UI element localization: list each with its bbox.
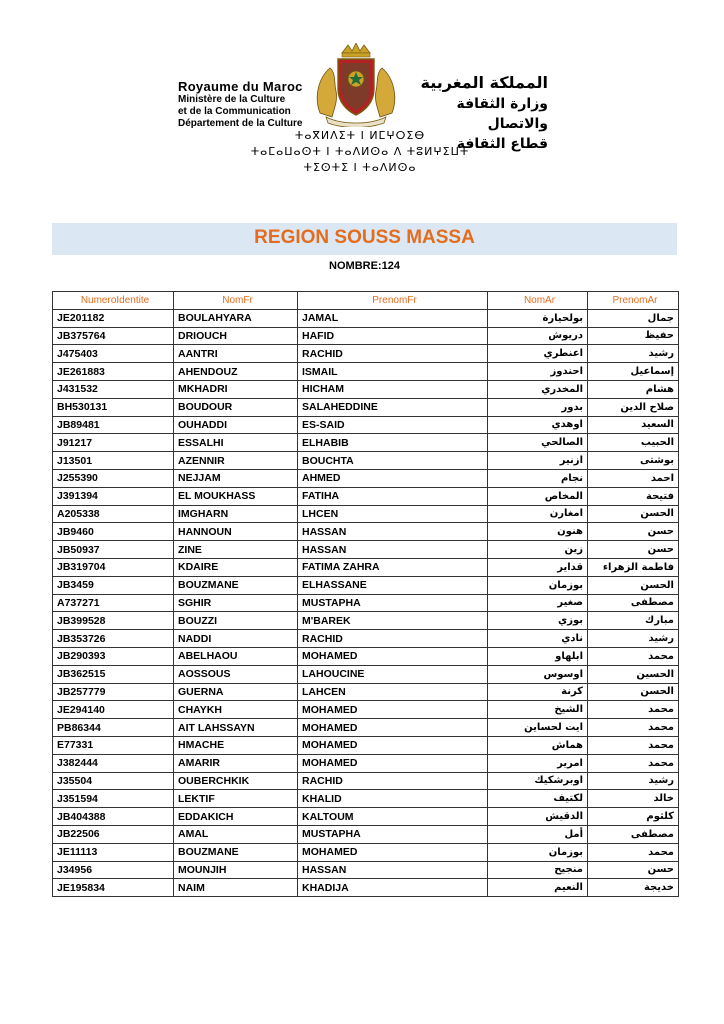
cell-prenom-fr: LAHOUCINE (298, 665, 488, 683)
cell-nom-ar: قداير (488, 558, 588, 576)
table-row (53, 683, 679, 701)
region-title-banner (52, 223, 677, 255)
cell-nom-fr: BOULAHYARA (174, 309, 298, 327)
column-header-prenomfr: PrenomFr (298, 292, 488, 310)
cell-prenom-fr: KHALID (298, 790, 488, 808)
cell-prenom-fr: HAFID (298, 327, 488, 345)
table-row (53, 469, 679, 487)
cell-id: JB257779 (53, 683, 174, 701)
cell-prenom-ar: محمد (588, 647, 679, 665)
cell-nom-ar: نادي (488, 630, 588, 648)
cell-prenom-ar: محمد (588, 754, 679, 772)
cell-id: JB9460 (53, 523, 174, 541)
cell-prenom-fr: MOHAMED (298, 843, 488, 861)
cell-nom-ar: هنون (488, 523, 588, 541)
cell-prenom-fr: ELHABIB (298, 434, 488, 452)
cell-nom-fr: AMARIR (174, 754, 298, 772)
cell-prenom-fr: ELHASSANE (298, 576, 488, 594)
cell-nom-ar: ازنير (488, 452, 588, 470)
cell-prenom-fr: MOHAMED (298, 647, 488, 665)
cell-prenom-ar: مصطفى (588, 594, 679, 612)
cell-id: JB353726 (53, 630, 174, 648)
cell-nom-fr: EDDAKICH (174, 808, 298, 826)
cell-prenom-ar: الحسن (588, 505, 679, 523)
cell-nom-ar: اوهدي (488, 416, 588, 434)
cell-nom-ar: اوسوس (488, 665, 588, 683)
cell-nom-ar: امغارن (488, 505, 588, 523)
table-row (53, 541, 679, 559)
cell-id: JB89481 (53, 416, 174, 434)
table-row (53, 808, 679, 826)
cell-id: JB3459 (53, 576, 174, 594)
table-row (53, 701, 679, 719)
cell-id: JE261883 (53, 363, 174, 381)
table-row (53, 736, 679, 754)
table-row (53, 487, 679, 505)
cell-id: JE195834 (53, 879, 174, 897)
cell-prenom-fr: HASSAN (298, 861, 488, 879)
cell-prenom-ar: خديجة (588, 879, 679, 897)
cell-nom-ar: هماش (488, 736, 588, 754)
cell-prenom-fr: ISMAIL (298, 363, 488, 381)
table-row (53, 327, 679, 345)
cell-prenom-fr: RACHID (298, 772, 488, 790)
fr-line-2: Ministère de la Culture (178, 94, 286, 105)
cell-nom-ar: الدقيش (488, 808, 588, 826)
cell-prenom-fr: MOHAMED (298, 701, 488, 719)
table-row (53, 647, 679, 665)
cell-prenom-ar: الحسن (588, 576, 679, 594)
cell-nom-ar: اوبرشكيك (488, 772, 588, 790)
record-count: NOMBRE:124 (329, 260, 400, 272)
table-row (53, 434, 679, 452)
cell-prenom-fr: HICHAM (298, 380, 488, 398)
table-row (53, 879, 679, 897)
cell-nom-fr: NADDI (174, 630, 298, 648)
cell-nom-fr: BOUZMANE (174, 843, 298, 861)
french-ministry-name (178, 79, 318, 130)
column-header-prenomar: PrenomAr (588, 292, 679, 310)
cell-id: JB375764 (53, 327, 174, 345)
cell-id: JE201182 (53, 309, 174, 327)
cell-nom-ar: المخاص (488, 487, 588, 505)
cell-prenom-fr: RACHID (298, 345, 488, 363)
cell-id: E77331 (53, 736, 174, 754)
cell-id: A737271 (53, 594, 174, 612)
cell-nom-fr: GUERNA (174, 683, 298, 701)
cell-id: J255390 (53, 469, 174, 487)
cell-id: JB404388 (53, 808, 174, 826)
cell-nom-fr: AHENDOUZ (174, 363, 298, 381)
column-header-id: NumeroIdentite (53, 292, 174, 310)
table-row (53, 558, 679, 576)
cell-prenom-fr: RACHID (298, 630, 488, 648)
cell-id: PB86344 (53, 719, 174, 737)
cell-nom-ar: زين (488, 541, 588, 559)
cell-id: A205338 (53, 505, 174, 523)
table-row (53, 505, 679, 523)
cell-id: JE294140 (53, 701, 174, 719)
cell-nom-fr: AANTRI (174, 345, 298, 363)
cell-nom-fr: MKHADRI (174, 380, 298, 398)
cell-prenom-ar: محمد (588, 701, 679, 719)
table-row (53, 861, 679, 879)
cell-nom-fr: MOUNJIH (174, 861, 298, 879)
document-header (0, 0, 724, 200)
table-row (53, 843, 679, 861)
cell-nom-ar: ابلهاو (488, 647, 588, 665)
cell-prenom-ar: حفيظ (588, 327, 679, 345)
cell-prenom-ar: حسن (588, 541, 679, 559)
table-body (53, 309, 679, 896)
cell-prenom-ar: الحبيب (588, 434, 679, 452)
cell-id: BH530131 (53, 398, 174, 416)
cell-prenom-ar: محمد (588, 719, 679, 737)
fr-line-3: et de la Communication (178, 106, 291, 117)
cell-prenom-ar: رشيد (588, 630, 679, 648)
cell-prenom-ar: فاطمة الزهراء (588, 558, 679, 576)
cell-prenom-fr: KALTOUM (298, 808, 488, 826)
cell-prenom-fr: MOHAMED (298, 719, 488, 737)
cell-id: JB319704 (53, 558, 174, 576)
cell-prenom-ar: كلثوم (588, 808, 679, 826)
cell-nom-ar: الصالحي (488, 434, 588, 452)
cell-prenom-ar: حسن (588, 523, 679, 541)
table-row (53, 719, 679, 737)
cell-nom-ar: أمل (488, 825, 588, 843)
cell-nom-fr: ESSALHI (174, 434, 298, 452)
cell-prenom-ar: فتيحة (588, 487, 679, 505)
table-row (53, 772, 679, 790)
cell-nom-ar: كرنة (488, 683, 588, 701)
table-row (53, 665, 679, 683)
cell-prenom-ar: رشيد (588, 345, 679, 363)
tif-line-2: ⵜⴰⵎⴰⵡⴰⵙⵜ ⵏ ⵜⴰⴷⵍⵙⴰ ⴷ ⵜⵓⵍⵖⵉⵡⵜ (250, 145, 470, 158)
cell-nom-fr: BOUDOUR (174, 398, 298, 416)
cell-prenom-ar: رشيد (588, 772, 679, 790)
cell-id: J391394 (53, 487, 174, 505)
cell-prenom-fr: MUSTAPHA (298, 825, 488, 843)
cell-prenom-fr: FATIHA (298, 487, 488, 505)
cell-nom-ar: بولحيارة (488, 309, 588, 327)
cell-prenom-ar: مصطفى (588, 825, 679, 843)
cell-nom-ar: دريوش (488, 327, 588, 345)
cell-id: J351594 (53, 790, 174, 808)
fr-line-4: Département de la Culture (178, 118, 303, 129)
table-row (53, 398, 679, 416)
fr-line-1: Royaume du Maroc (178, 79, 303, 94)
cell-prenom-ar: احمد (588, 469, 679, 487)
table-row (53, 416, 679, 434)
tifinagh-ministry-name (250, 128, 470, 176)
cell-prenom-fr: BOUCHTA (298, 452, 488, 470)
cell-prenom-ar: صلاح الدين (588, 398, 679, 416)
cell-nom-fr: EL MOUKHASS (174, 487, 298, 505)
cell-prenom-fr: M'BAREK (298, 612, 488, 630)
cell-id: JB290393 (53, 647, 174, 665)
cell-id: J382444 (53, 754, 174, 772)
cell-prenom-fr: KHADIJA (298, 879, 488, 897)
cell-nom-ar: بدور (488, 398, 588, 416)
cell-prenom-fr: MOHAMED (298, 754, 488, 772)
cell-id: J431532 (53, 380, 174, 398)
column-header-nomfr: NomFr (174, 292, 298, 310)
cell-prenom-fr: HASSAN (298, 523, 488, 541)
table-row (53, 630, 679, 648)
table-row (53, 754, 679, 772)
ar-line-3: قطاع الثقافة (456, 136, 548, 152)
cell-prenom-ar: الحسن (588, 683, 679, 701)
cell-nom-ar: صغير (488, 594, 588, 612)
cell-nom-fr: KDAIRE (174, 558, 298, 576)
cell-id: JB362515 (53, 665, 174, 683)
cell-nom-ar: امرير (488, 754, 588, 772)
cell-nom-fr: BOUZMANE (174, 576, 298, 594)
cell-nom-ar: بوزي (488, 612, 588, 630)
cell-prenom-ar: السعيد (588, 416, 679, 434)
cell-nom-ar: بوزمان (488, 843, 588, 861)
cell-id: J475403 (53, 345, 174, 363)
cell-prenom-fr: MOHAMED (298, 736, 488, 754)
table-row (53, 345, 679, 363)
cell-id: JB22506 (53, 825, 174, 843)
cell-nom-fr: HMACHE (174, 736, 298, 754)
ar-line-2: وزارة الثقافة والاتصال (456, 96, 548, 132)
cell-nom-ar: ايت لحساين (488, 719, 588, 737)
cell-nom-ar: نجام (488, 469, 588, 487)
cell-nom-fr: DRIOUCH (174, 327, 298, 345)
cell-prenom-ar: حسن (588, 861, 679, 879)
cell-prenom-ar: محمد (588, 736, 679, 754)
region-title: REGION SOUSS MASSA (254, 227, 475, 248)
cell-prenom-ar: محمد (588, 843, 679, 861)
cell-nom-fr: SGHIR (174, 594, 298, 612)
cell-id: J34956 (53, 861, 174, 879)
cell-prenom-fr: SALAHEDDINE (298, 398, 488, 416)
cell-nom-fr: ZINE (174, 541, 298, 559)
table-row (53, 790, 679, 808)
cell-id: JE11113 (53, 843, 174, 861)
cell-nom-fr: AZENNIR (174, 452, 298, 470)
cell-nom-ar: منجيح (488, 861, 588, 879)
tif-line-3: ⵜⵉⵙⵜⵉ ⵏ ⵜⴰⴷⵍⵙⴰ (303, 161, 417, 174)
cell-id: JB50937 (53, 541, 174, 559)
cell-prenom-fr: ES-SAID (298, 416, 488, 434)
table-row (53, 576, 679, 594)
cell-id: J13501 (53, 452, 174, 470)
table-row (53, 363, 679, 381)
cell-nom-fr: OUBERCHKIK (174, 772, 298, 790)
cell-nom-fr: HANNOUN (174, 523, 298, 541)
cell-prenom-ar: جمال (588, 309, 679, 327)
cell-nom-fr: OUHADDI (174, 416, 298, 434)
cell-prenom-ar: خالد (588, 790, 679, 808)
cell-nom-ar: بوزمان (488, 576, 588, 594)
table-header-row (53, 292, 679, 310)
cell-nom-fr: AOSSOUS (174, 665, 298, 683)
cell-prenom-ar: إسماعيل (588, 363, 679, 381)
cell-prenom-fr: LAHCEN (298, 683, 488, 701)
cell-nom-fr: NEJJAM (174, 469, 298, 487)
column-header-nomar: NomAr (488, 292, 588, 310)
cell-nom-fr: ABELHAOU (174, 647, 298, 665)
tif-line-1: ⵜⴰⴳⵍⴷⵉⵜ ⵏ ⵍⵎⵖⵔⵉⴱ (294, 129, 426, 142)
cell-nom-fr: AIT LAHSSAYN (174, 719, 298, 737)
cell-nom-fr: NAIM (174, 879, 298, 897)
cell-id: J35504 (53, 772, 174, 790)
table-row (53, 380, 679, 398)
cell-id: J91217 (53, 434, 174, 452)
table-row (53, 309, 679, 327)
cell-nom-fr: IMGHARN (174, 505, 298, 523)
cell-prenom-fr: AHMED (298, 469, 488, 487)
cell-nom-ar: الشيخ (488, 701, 588, 719)
cell-prenom-fr: MUSTAPHA (298, 594, 488, 612)
cell-nom-ar: لكتيف (488, 790, 588, 808)
coat-of-arms-emblem (312, 43, 400, 127)
table-row (53, 612, 679, 630)
cell-prenom-fr: JAMAL (298, 309, 488, 327)
table-row (53, 594, 679, 612)
cell-nom-fr: LEKTIF (174, 790, 298, 808)
cell-nom-ar: احندوز (488, 363, 588, 381)
table-row (53, 523, 679, 541)
cell-nom-ar: المخدري (488, 380, 588, 398)
cell-prenom-fr: LHCEN (298, 505, 488, 523)
cell-id: JB399528 (53, 612, 174, 630)
cell-prenom-ar: مبارك (588, 612, 679, 630)
cell-nom-fr: BOUZZI (174, 612, 298, 630)
cell-prenom-ar: هشام (588, 380, 679, 398)
cell-nom-ar: اعنطري (488, 345, 588, 363)
cell-nom-fr: AMAL (174, 825, 298, 843)
cell-nom-fr: CHAYKH (174, 701, 298, 719)
ar-line-1: المملكة المغربية (420, 73, 548, 92)
cell-prenom-fr: FATIMA ZAHRA (298, 558, 488, 576)
table-row (53, 825, 679, 843)
beneficiaries-table (52, 291, 679, 897)
cell-prenom-ar: الحسين (588, 665, 679, 683)
cell-nom-ar: النعيم (488, 879, 588, 897)
table-row (53, 452, 679, 470)
cell-prenom-ar: بوشتى (588, 452, 679, 470)
cell-prenom-fr: HASSAN (298, 541, 488, 559)
